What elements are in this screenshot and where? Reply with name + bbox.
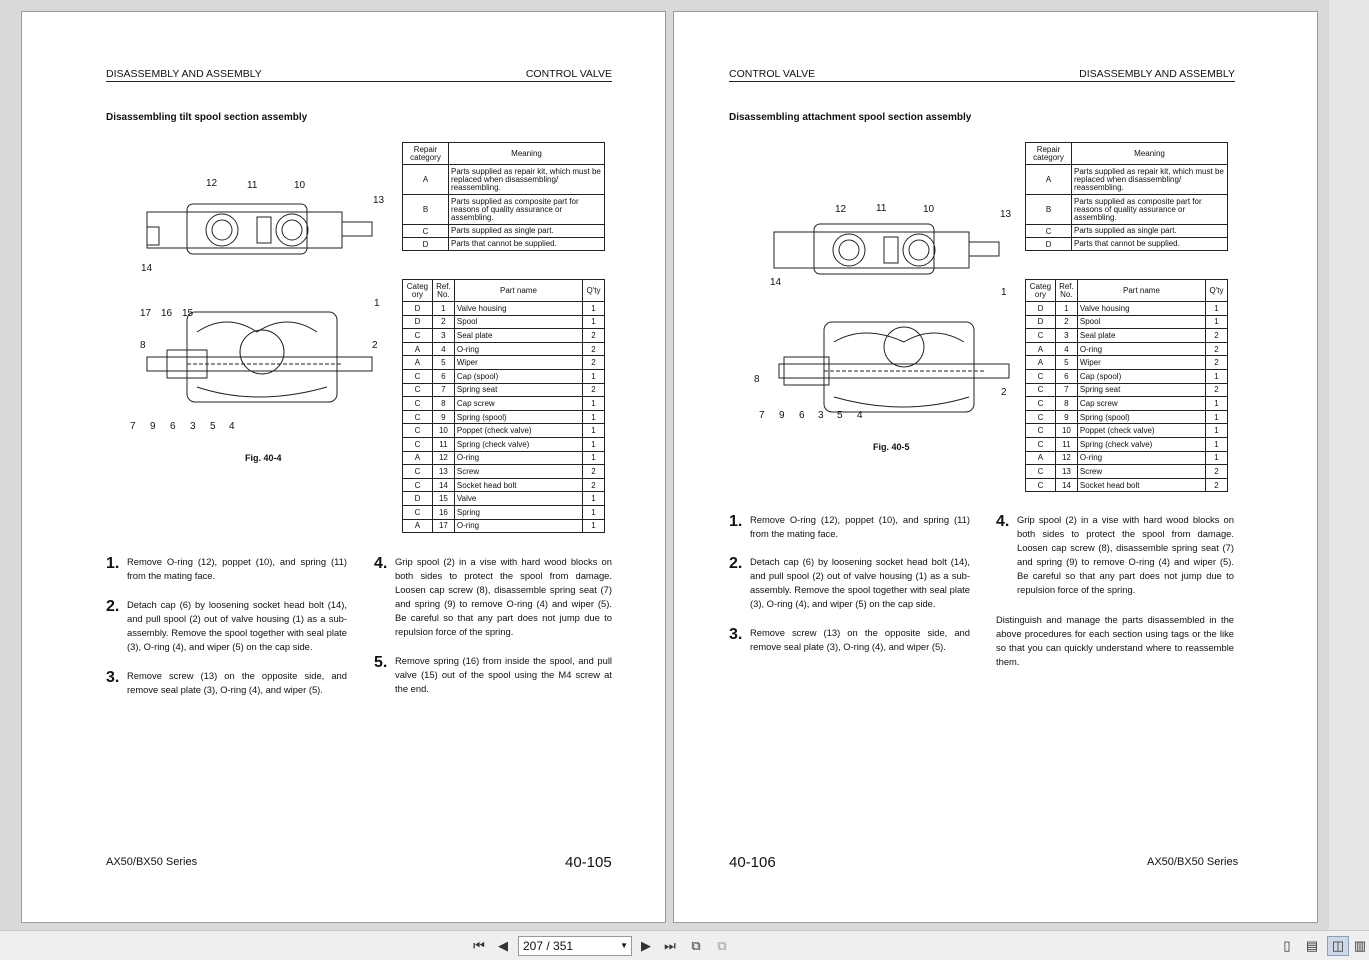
chevron-down-icon[interactable]: ▼: [620, 941, 628, 950]
header-right: CONTROL VALVE: [525, 68, 612, 80]
table-cell: 4: [432, 342, 454, 356]
table-cell: 2: [583, 478, 605, 492]
page-number: 40-105: [565, 854, 612, 871]
page-left: [21, 11, 666, 923]
table-cell: Valve housing: [454, 302, 582, 316]
table-head: Part name: [454, 280, 582, 302]
table-cell: 15: [432, 492, 454, 506]
callout: 2: [372, 340, 378, 351]
table-cell: 2: [1206, 342, 1228, 356]
table-head: Meaning: [1072, 143, 1228, 165]
table-row: [1026, 424, 1228, 438]
first-page-icon[interactable]: ⏮: [473, 938, 485, 953]
step-number: 2.: [729, 555, 743, 572]
bottom-toolbar: [0, 930, 1369, 960]
table-cell: Parts supplied as repair kit, which must be replaced when disassembling/ reassembling.: [449, 165, 605, 195]
table-cell: C: [403, 465, 433, 479]
callout: 3: [818, 410, 824, 421]
table-cell: 5: [432, 356, 454, 370]
table-cell: 8: [432, 397, 454, 411]
table-cell: B: [1026, 195, 1072, 225]
table-cell: 2: [1206, 356, 1228, 370]
table-row: [1026, 451, 1228, 465]
table-cell: Poppet (check valve): [1077, 424, 1205, 438]
table-cell: C: [403, 410, 433, 424]
step-text: Remove O-ring (12), poppet (10), and spring (11) from the mating face.: [750, 514, 970, 539]
table-cell: 12: [432, 451, 454, 465]
table-row: [1026, 315, 1228, 329]
table-cell: 1: [1206, 451, 1228, 465]
table-cell: C: [403, 424, 433, 438]
table-cell: 13: [1055, 465, 1077, 479]
step-text: Detach cap (6) by loosening socket head bolt (14), and pull spool (2) out of valve housing (1) as a sub-assembly. Remove the spool together with seal plate (3), O-ring (4), and wiper (5) on the cap side.: [750, 556, 970, 609]
table-row: [1026, 329, 1228, 343]
table-cell: C: [1026, 225, 1072, 238]
table-row: [403, 451, 605, 465]
table-cell: 10: [432, 424, 454, 438]
callout: 6: [170, 421, 176, 432]
table-row: [403, 369, 605, 383]
table-cell: 1: [1206, 369, 1228, 383]
callout: 9: [779, 410, 785, 421]
table-cell: Spring seat: [454, 383, 582, 397]
table-row: [1026, 302, 1228, 316]
table-cell: A: [1026, 165, 1072, 195]
table-cell: C: [403, 505, 433, 519]
callout: 7: [130, 421, 136, 432]
table-cell: 1: [1206, 437, 1228, 451]
step-number: 1.: [106, 555, 120, 572]
table-cell: C: [403, 478, 433, 492]
table-row: [403, 437, 605, 451]
figure-label: Fig. 40-5: [873, 442, 910, 452]
callout: 11: [876, 203, 887, 214]
table-head: Categ ory: [1026, 280, 1056, 302]
table-cell: 8: [1055, 397, 1077, 411]
table-row: [403, 492, 605, 506]
table-cell: 14: [432, 478, 454, 492]
table-cell: 1: [432, 302, 454, 316]
step-number: 4.: [374, 555, 388, 572]
table-cell: A: [1026, 342, 1056, 356]
callout: 17: [140, 308, 152, 319]
table-cell: A: [403, 519, 433, 533]
table-cell: C: [1026, 478, 1056, 492]
table-cell: Spring seat: [1077, 383, 1205, 397]
step: [106, 555, 347, 583]
table-cell: 1: [583, 505, 605, 519]
figure-label: Fig. 40-4: [245, 453, 282, 463]
table-cell: 1: [583, 302, 605, 316]
note-paragraph: Distinguish and manage the parts disassembled in the above procedures for each section using tags or the like so that you can quickly understand where to reassemble them.: [996, 614, 1234, 667]
table-cell: B: [403, 195, 449, 225]
callout: 8: [754, 374, 760, 385]
page-header: [729, 68, 1235, 82]
table-cell: A: [1026, 356, 1056, 370]
callout: 12: [835, 204, 847, 215]
footer-series: AX50/BX50 Series: [1147, 856, 1239, 868]
callout: 16: [161, 308, 173, 319]
prev-view-icon[interactable]: ⧉: [691, 938, 701, 953]
step-text: Remove spring (16) from inside the spool, and pull valve (15) out of the spool using the M4 screw at the end.: [395, 655, 612, 694]
callout: 15: [182, 308, 194, 319]
callout: 5: [210, 421, 216, 432]
table-cell: Cap screw: [1077, 397, 1205, 411]
table-cell: D: [403, 302, 433, 316]
table-cell: Wiper: [454, 356, 582, 370]
table-cell: 4: [1055, 342, 1077, 356]
callout: 1: [1001, 287, 1007, 298]
table-cell: O-ring: [1077, 342, 1205, 356]
table-head: Categ ory: [403, 280, 433, 302]
step-text: Remove screw (13) on the opposite side, and remove seal plate (3), O-ring (4), and wiper (5).: [750, 627, 970, 652]
callout: 1: [374, 298, 380, 309]
continuous-icon[interactable]: ▤: [1305, 938, 1319, 953]
table-cell: Screw: [454, 465, 582, 479]
parts-table: [402, 279, 605, 533]
table-cell: 11: [432, 437, 454, 451]
table-cell: A: [403, 451, 433, 465]
table-cell: 1: [583, 519, 605, 533]
table-row: [1026, 410, 1228, 424]
step: [996, 513, 1234, 597]
table-cell: Cap screw: [454, 397, 582, 411]
page-number-field[interactable]: [518, 936, 632, 956]
parts-table: [1025, 279, 1228, 492]
table-cell: 7: [1055, 383, 1077, 397]
table-cell: 1: [583, 397, 605, 411]
table-cell: Cap (spool): [1077, 369, 1205, 383]
table-row: [1026, 465, 1228, 479]
table-cell: A: [1026, 451, 1056, 465]
table-cell: C: [1026, 424, 1056, 438]
table-cell: 2: [432, 315, 454, 329]
table-row: [403, 315, 605, 329]
step: [106, 598, 347, 654]
table-cell: 1: [1206, 424, 1228, 438]
table-cell: C: [1026, 437, 1056, 451]
callout: 9: [150, 421, 156, 432]
step: [729, 626, 970, 654]
repair-category-table: [402, 142, 605, 251]
footer-series: AX50/BX50 Series: [106, 856, 198, 868]
table-row: [1026, 437, 1228, 451]
table-cell: Seal plate: [1077, 329, 1205, 343]
step-number: 5.: [374, 654, 388, 671]
step-number: 1.: [729, 513, 743, 530]
table-row: [403, 505, 605, 519]
table-row: [403, 478, 605, 492]
table-cell: 9: [1055, 410, 1077, 424]
table-head: Meaning: [449, 143, 605, 165]
table-cell: D: [1026, 302, 1056, 316]
table-cell: C: [403, 369, 433, 383]
table-cell: 2: [583, 329, 605, 343]
repair-category-table: [1025, 142, 1228, 251]
table-cell: Parts supplied as single part.: [1072, 225, 1228, 238]
step-text: Grip spool (2) in a vise with hard wood blocks on both sides to protect the spool from damage. Loosen cap screw (8), disassemble spring seat (7) and spring (9) to remove O-ring (4) and wiper (5). Be careful so that any part does not jump due to repulsion force of the spring.: [395, 556, 612, 637]
table-row: [403, 519, 605, 533]
callout: 3: [190, 421, 196, 432]
table-row: [1026, 397, 1228, 411]
table-cell: 3: [1055, 329, 1077, 343]
step-text: Detach cap (6) by loosening socket head bolt (14), and pull spool (2) out of valve housing (1) as a sub-assembly. Remove the spool together with seal plate (3), O-ring (4), and wiper (5) on the cap side.: [127, 599, 347, 652]
table-row: [1026, 369, 1228, 383]
single-page-icon[interactable]: ▯: [1283, 938, 1291, 953]
callout: 11: [247, 180, 258, 191]
table-cell: 1: [583, 410, 605, 424]
table-cell: Poppet (check valve): [454, 424, 582, 438]
table-cell: 9: [432, 410, 454, 424]
header-right: DISASSEMBLY AND ASSEMBLY: [1079, 68, 1235, 80]
page-header: [106, 68, 612, 82]
callout: 8: [140, 340, 146, 351]
table-row: [403, 410, 605, 424]
table-cell: 14: [1055, 478, 1077, 492]
table-head: Repair category: [403, 143, 449, 165]
table-cell: 2: [583, 383, 605, 397]
callout: 5: [837, 410, 843, 421]
table-cell: 1: [583, 451, 605, 465]
table-cell: C: [403, 383, 433, 397]
table-cell: O-ring: [454, 451, 582, 465]
table-row: [1026, 342, 1228, 356]
table-cell: Spring (spool): [1077, 410, 1205, 424]
section-title: Disassembling attachment spool section assembly: [729, 112, 972, 123]
table-row: [403, 424, 605, 438]
table-cell: O-ring: [1077, 451, 1205, 465]
callout: 10: [923, 204, 935, 215]
table-cell: 7: [432, 383, 454, 397]
step: [374, 555, 612, 639]
step-text: Remove screw (13) on the opposite side, and remove seal plate (3), O-ring (4), and wiper (5).: [127, 670, 347, 695]
table-head: Part name: [1077, 280, 1205, 302]
step-text: Grip spool (2) in a vise with hard wood blocks on both sides to protect the spool from damage. Loosen cap screw (8), disassemble spring seat (7) and spring (9) to remove O-ring (4) and wiper (5). Be careful so that any part does not jump due to repulsion force of the spring.: [1017, 514, 1234, 595]
table-cell: 13: [432, 465, 454, 479]
table-cell: Valve housing: [1077, 302, 1205, 316]
table-cell: 10: [1055, 424, 1077, 438]
next-page-icon[interactable]: ▶: [641, 938, 651, 953]
table-cell: Parts supplied as repair kit, which must be replaced when disassembling/ reassembling.: [1072, 165, 1228, 195]
prev-page-icon[interactable]: ◀: [498, 938, 508, 953]
table-cell: Parts that cannot be supplied.: [1072, 238, 1228, 251]
table-cell: 2: [1206, 329, 1228, 343]
table-cell: C: [1026, 465, 1056, 479]
table-row: [1026, 356, 1228, 370]
callout: 4: [857, 410, 863, 421]
callout: 14: [770, 277, 782, 288]
table-cell: 2: [583, 342, 605, 356]
table-head: Repair category: [1026, 143, 1072, 165]
table-cell: Parts supplied as single part.: [449, 225, 605, 238]
table-cell: 1: [583, 315, 605, 329]
table-cell: 16: [432, 505, 454, 519]
step: [374, 654, 612, 696]
table-cell: D: [1026, 315, 1056, 329]
table-cell: 1: [1206, 302, 1228, 316]
callout: 13: [1000, 209, 1012, 220]
table-row: [403, 342, 605, 356]
table-cell: C: [403, 437, 433, 451]
table-cell: Seal plate: [454, 329, 582, 343]
table-cell: 11: [1055, 437, 1077, 451]
step-number: 4.: [996, 513, 1010, 530]
table-cell: D: [403, 492, 433, 506]
header-left: CONTROL VALVE: [729, 68, 816, 80]
table-cell: 1: [583, 492, 605, 506]
callout: 13: [373, 195, 385, 206]
table-cell: O-ring: [454, 519, 582, 533]
table-cell: D: [1026, 238, 1072, 251]
table-cell: Spool: [1077, 315, 1205, 329]
table-cell: D: [403, 238, 449, 251]
table-cell: Spring (spool): [454, 410, 582, 424]
table-cell: 1: [583, 369, 605, 383]
table-cell: 2: [1206, 478, 1228, 492]
table-cell: 2: [583, 465, 605, 479]
step-number: 3.: [729, 626, 743, 643]
last-page-icon[interactable]: ⏭: [664, 938, 676, 953]
callout: 6: [799, 410, 805, 421]
table-row: [1026, 383, 1228, 397]
table-cell: Parts supplied as composite part for reasons of quality assurance or assembling.: [1072, 195, 1228, 225]
table-cell: 1: [583, 424, 605, 438]
table-row: [403, 397, 605, 411]
table-cell: A: [403, 165, 449, 195]
step: [729, 513, 970, 541]
table-cell: 1: [1206, 397, 1228, 411]
continuous-facing-icon[interactable]: ▥: [1353, 938, 1367, 953]
step-number: 3.: [106, 669, 120, 686]
table-cell: Spool: [454, 315, 582, 329]
table-row: [403, 302, 605, 316]
table-cell: Wiper: [1077, 356, 1205, 370]
facing-icon[interactable]: ◫: [1327, 936, 1349, 956]
table-cell: 2: [1055, 315, 1077, 329]
valve-diagram: [754, 192, 1024, 442]
table-cell: 2: [1206, 465, 1228, 479]
table-row: [403, 465, 605, 479]
table-head: Q'ty: [583, 280, 605, 302]
table-cell: O-ring: [454, 342, 582, 356]
table-cell: Spring: [454, 505, 582, 519]
table-head: Ref. No.: [432, 280, 454, 302]
table-cell: 1: [1206, 315, 1228, 329]
callout: 4: [229, 421, 235, 432]
table-cell: Spring (check valve): [454, 437, 582, 451]
step: [106, 669, 347, 697]
table-cell: C: [1026, 410, 1056, 424]
table-cell: C: [1026, 369, 1056, 383]
table-row: [1026, 478, 1228, 492]
step-text: Remove O-ring (12), poppet (10), and spring (11) from the mating face.: [127, 556, 347, 581]
table-row: [403, 329, 605, 343]
table-cell: Parts that cannot be supplied.: [449, 238, 605, 251]
scrollbar[interactable]: [1329, 0, 1369, 930]
table-cell: Cap (spool): [454, 369, 582, 383]
page-number: 40-106: [729, 854, 776, 871]
table-cell: Socket head bolt: [454, 478, 582, 492]
table-cell: 5: [1055, 356, 1077, 370]
table-head: Q'ty: [1206, 280, 1228, 302]
table-cell: Screw: [1077, 465, 1205, 479]
table-cell: A: [403, 342, 433, 356]
table-cell: C: [1026, 329, 1056, 343]
table-cell: Socket head bolt: [1077, 478, 1205, 492]
table-cell: 2: [1206, 383, 1228, 397]
table-cell: 12: [1055, 451, 1077, 465]
section-title: Disassembling tilt spool section assembly: [106, 112, 308, 123]
table-cell: A: [403, 356, 433, 370]
callout: 7: [759, 410, 765, 421]
table-head: Ref. No.: [1055, 280, 1077, 302]
step: [729, 555, 970, 611]
callout: 10: [294, 180, 306, 191]
table-cell: Valve: [454, 492, 582, 506]
table-cell: 1: [1206, 410, 1228, 424]
table-cell: C: [1026, 397, 1056, 411]
table-row: [403, 356, 605, 370]
table-cell: 17: [432, 519, 454, 533]
step-number: 2.: [106, 598, 120, 615]
callout: 2: [1001, 387, 1007, 398]
table-cell: C: [1026, 383, 1056, 397]
table-cell: 1: [1055, 302, 1077, 316]
table-cell: 3: [432, 329, 454, 343]
table-cell: C: [403, 329, 433, 343]
table-cell: Parts supplied as composite part for reasons of quality assurance or assembling.: [449, 195, 605, 225]
table-cell: 2: [583, 356, 605, 370]
page-field-value: 207 / 351: [523, 939, 574, 953]
page-right: [673, 11, 1318, 923]
table-cell: 1: [583, 437, 605, 451]
table-cell: 6: [1055, 369, 1077, 383]
callout: 12: [206, 178, 218, 189]
table-row: [403, 383, 605, 397]
callout: 14: [141, 263, 153, 274]
table-cell: Spring (check valve): [1077, 437, 1205, 451]
next-view-icon[interactable]: ⧉: [717, 938, 727, 953]
table-cell: 6: [432, 369, 454, 383]
table-cell: C: [403, 225, 449, 238]
header-left: DISASSEMBLY AND ASSEMBLY: [106, 68, 262, 80]
table-cell: D: [403, 315, 433, 329]
table-cell: C: [403, 397, 433, 411]
